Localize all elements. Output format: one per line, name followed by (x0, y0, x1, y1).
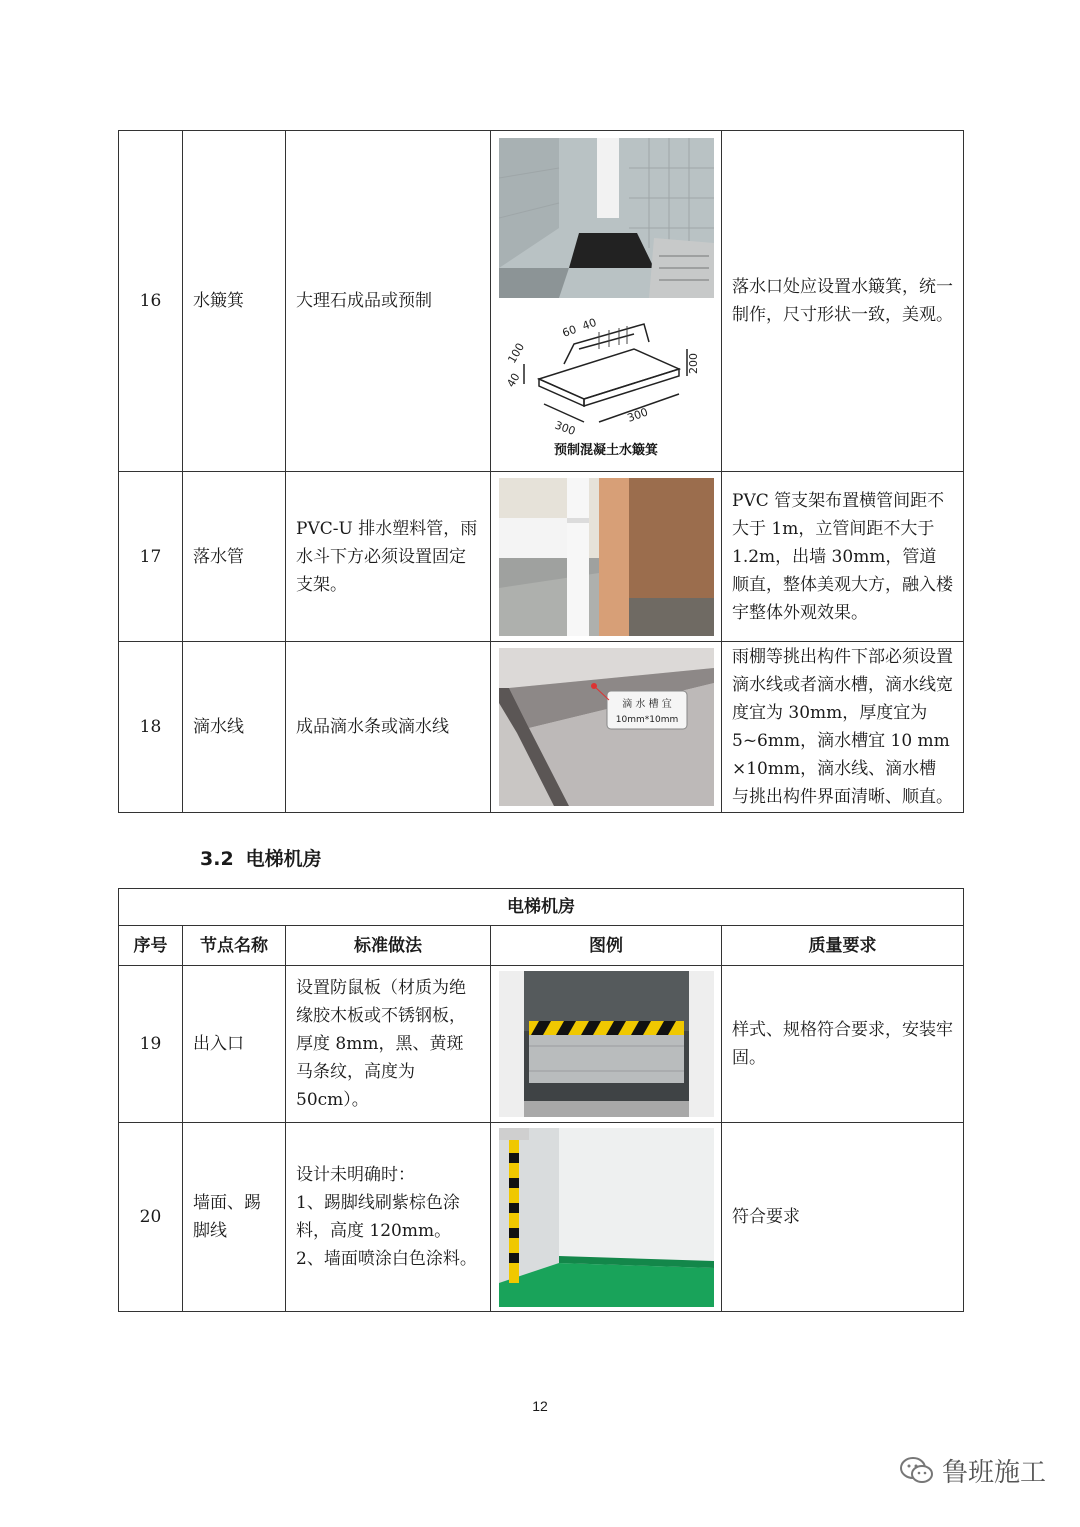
node-name: 滴水线 (183, 642, 286, 813)
standard-method: PVC-U 排水塑料管，雨水斗下方必须设置固定支架。 (286, 472, 491, 642)
table-row (119, 642, 964, 813)
section-heading (200, 844, 334, 871)
table-row (119, 472, 964, 642)
dim-label: 100 (505, 340, 528, 366)
entrance-photo (499, 971, 714, 1117)
downpipe-photo (499, 478, 714, 636)
header-requirement: 质量要求 (722, 926, 964, 966)
precast-basin-drawing (499, 304, 714, 464)
quality-requirement: 样式、规格符合要求，安装牢固。 (722, 966, 964, 1123)
dim-label: 40 (504, 370, 523, 390)
illustration-cell (491, 966, 722, 1123)
wechat-icon (900, 1456, 934, 1486)
standard-method: 成品滴水条或滴水线 (286, 642, 491, 813)
drip-edge-photo (499, 648, 714, 806)
table-header-row (119, 926, 964, 966)
row-number: 19 (119, 966, 183, 1123)
illustration-cell (491, 1123, 722, 1312)
section-title: 电梯机房 (245, 848, 322, 870)
illustration-cell (491, 131, 722, 472)
row-number: 17 (119, 472, 183, 642)
quality-requirement: PVC 管支架布置横管间距不大于 1m，立管间距不大于 1.2m，出墙 30mm，管道顺直，整体美观大方，融入楼宇整体外观效果。 (722, 472, 964, 642)
standard-method: 设置防鼠板（材质为绝缘胶木板或不锈钢板，厚度 8mm，黑、黄斑马条纹，高度为 50cm）。 (286, 966, 491, 1123)
dim-label: 60 (560, 322, 579, 340)
row-number: 16 (119, 131, 183, 472)
table-row (119, 1123, 964, 1312)
watermark-text: 鲁班施工 (941, 1458, 1046, 1488)
wall-skirting-photo (499, 1128, 714, 1307)
table-row (119, 966, 964, 1123)
illustration-cell (491, 472, 722, 642)
illustration-cell (491, 642, 722, 813)
dim-label: 200 (687, 353, 700, 374)
watermark (900, 1452, 1046, 1489)
drip-label-title: 滴 水 槽 宜 (622, 699, 672, 710)
section-number: 3.2 (200, 848, 234, 870)
row-number: 20 (119, 1123, 183, 1312)
table-title: 电梯机房 (119, 889, 964, 926)
quality-requirement: 雨棚等挑出构件下部必须设置滴水线或者滴水槽，滴水线宽度宜为 30mm，厚度宜为 5~6mm，滴水槽宜 10 mm ×10mm，滴水线、滴水槽与挑出构件界面清晰、顺直。 (722, 642, 964, 813)
header-name: 节点名称 (183, 926, 286, 966)
drawing-caption: 预制混凝土水簸箕 (553, 443, 659, 458)
dim-label: 300 (552, 418, 578, 439)
node-name: 墙面、踢脚线 (183, 1123, 286, 1312)
dim-label: 40 (580, 315, 599, 333)
quality-requirement: 符合要求 (722, 1123, 964, 1312)
node-table-continued (118, 130, 964, 813)
header-method: 标准做法 (286, 926, 491, 966)
node-name: 水簸箕 (183, 131, 286, 472)
header-illustration: 图例 (491, 926, 722, 966)
node-name: 落水管 (183, 472, 286, 642)
dim-label: 300 (625, 405, 650, 425)
machine-room-table (118, 888, 964, 1312)
node-name: 出入口 (183, 966, 286, 1123)
page-number: 12 (532, 1398, 548, 1414)
table-title-row (119, 889, 964, 926)
drip-label-size: 10mm*10mm (615, 715, 679, 725)
header-no: 序号 (119, 926, 183, 966)
drain-photo (499, 138, 714, 298)
quality-requirement: 落水口处应设置水簸箕，统一制作，尺寸形状一致，美观。 (722, 131, 964, 472)
standard-method: 大理石成品或预制 (286, 131, 491, 472)
standard-method: 设计未明确时： 1、踢脚线刷紫棕色涂料，高度 120mm。 2、墙面喷涂白色涂料。 (286, 1123, 491, 1312)
table-row (119, 131, 964, 472)
row-number: 18 (119, 642, 183, 813)
